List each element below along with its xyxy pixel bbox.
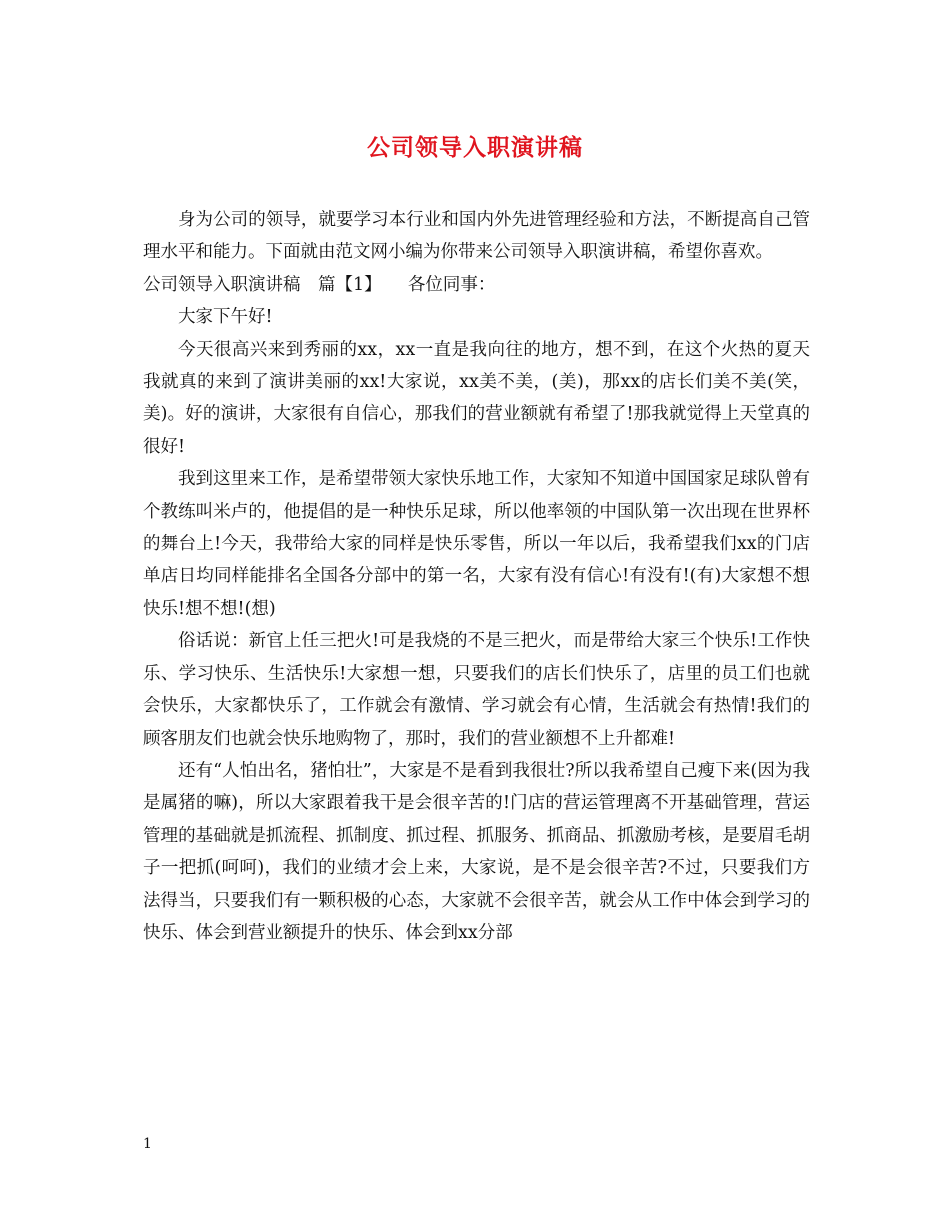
- body-paragraph: 还有“人怕出名，猪怕壮”，大家是不是看到我很壮?所以我希望自己瘦下来(因为我是属猪的嘛)，所以大家跟着我干是会很辛苦的!门店的营运管理离不开基础管理，营运管理的基础就是抓流程、抓制度、抓过程、抓服务、抓商品、抓激励考核，是要眉毛胡子一把抓(呵呵)，我们的业绩才会上来，大家说，是不是会很辛苦?不过，只要我们方法得当，只要我们有一颗积极的心态，大家就不会很辛苦，就会从工作中体会到学习的快乐、体会到营业额提升的快乐、体会到xx分部: [143, 760, 810, 943]
- body-paragraph: 今天很高兴来到秀丽的xx，xx一直是我向往的地方，想不到，在这个火热的夏天我就真的来到了演讲美丽的xx!大家说，xx美不美，(美)，那xx的店长们美不美(笑，美)。好的演讲，大家很有自信心，那我们的营业额就有希望了!那我就觉得上天堂真的很好!: [143, 339, 810, 457]
- greeting-paragraph: 大家下午好!: [178, 307, 273, 328]
- document-body: [143, 204, 810, 949]
- page-number: 1: [143, 1136, 152, 1152]
- document-title: 公司领导入职演讲稿: [367, 134, 583, 161]
- body-paragraph: 我到这里来工作，是希望带领大家快乐地工作，大家知不知道中国国家足球队曾有个教练叫米卢的，他提倡的是一种快乐足球，所以他率领的中国队第一次出现在世界杯的舞台上!今天，我带给大家的同样是快乐零售，所以一年以后，我希望我们xx的门店单店日均同样能排名全国各分部中的第一名，大家有没有信心!有没有!(有)大家想不想快乐!想不想!(想): [143, 469, 810, 619]
- body-paragraph: 俗话说：新官上任三把火!可是我烧的不是三把火，而是带给大家三个快乐!工作快乐、学习快乐、生活快乐!大家想一想，只要我们的店长们快乐了，店里的员工们也就会快乐，大家都快乐了，工作就会有激情、学习就会有心情，生活就会有热情!我们的顾客朋友们也就会快乐地购物了，那时，我们的营业额想不上升都难!: [143, 631, 810, 749]
- section-heading-line: 公司领导入职演讲稿 篇【1】 各位同事：: [143, 274, 496, 295]
- intro-paragraph: 身为公司的领导，就要学习本行业和国内外先进管理经验和方法，不断提高自己管理水平和能力。下面就由范文网小编为你带来公司领导入职演讲稿，希望你喜欢。: [143, 210, 810, 263]
